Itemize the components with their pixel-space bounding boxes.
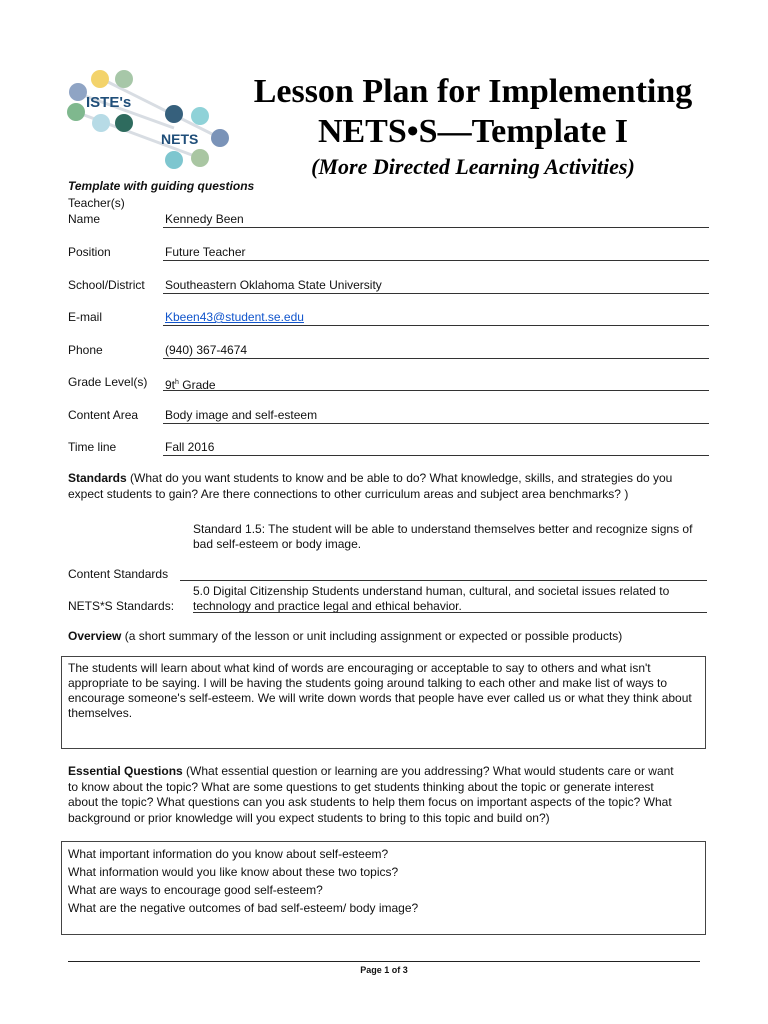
teacher-label-1: Teacher(s) (68, 196, 125, 210)
grade-rest: Grade (178, 378, 216, 392)
teacher-label-2: Name (68, 212, 101, 226)
email-label: E-mail (68, 310, 103, 324)
grade-sup: h (175, 379, 179, 386)
overview-heading: Overview (68, 629, 122, 643)
nets-standard-text: 5.0 Digital Citizenship Students understand human, cultural, and societal issues related to technology and practice legal and ethical behavior. (193, 584, 670, 613)
essential-questions-box (61, 841, 706, 935)
email-field (163, 310, 709, 326)
essential-question: What information would you like know about these two topics? (68, 865, 399, 879)
grade-value (163, 375, 709, 391)
overview-box (61, 656, 706, 749)
essential-heading: Essential Questions (68, 764, 183, 778)
position-value: Future Teacher (163, 245, 709, 261)
essential-paragraph (68, 764, 678, 826)
content-standards-label: Content Standards (68, 567, 169, 581)
email-link[interactable]: Kbeen43@student.se.edu (165, 310, 304, 324)
title-line-2: NETS•S—Template I (317, 113, 629, 150)
essential-question: What are ways to encourage good self-esteem? (68, 883, 323, 897)
phone-value: (940) 367-4674 (163, 343, 709, 359)
content-area-value: Body image and self-esteem (163, 408, 709, 424)
teacher-name-value: Kennedy Been (163, 212, 709, 228)
title-subtitle: (More Directed Learning Activities) (311, 154, 635, 179)
standards-paragraph (68, 471, 708, 502)
page-number: Page 1 of 3 (360, 965, 408, 975)
timeline-value: Fall 2016 (163, 440, 709, 456)
phone-label: Phone (68, 343, 103, 357)
content-standards-line (180, 580, 707, 581)
title-line-1: Lesson Plan for Implementing (253, 73, 693, 110)
position-label: Position (68, 245, 111, 259)
overview-text: The students will learn about what kind of words are encouraging or acceptable to say to others and what isn't appropriate to be saying. I will be having the students going around talking to each other and make list of ways to encourage someone's self-esteem. We will write down words that people have ever called us or what they think about themselves. (68, 661, 692, 720)
essential-question: What important information do you know about self-esteem? (68, 847, 389, 861)
standards-prompt: (What do you want students to know and be able to do? What knowledge, skills, and strategies do you expect students to gain? Are there connections to other curriculum areas and subject area benchmarks? ) (68, 471, 673, 501)
standards-heading: Standards (68, 471, 127, 485)
timeline-label: Time line (68, 440, 117, 454)
logo-top-text: ISTE's (86, 94, 132, 111)
logo-bottom-text: NETS (161, 131, 199, 147)
school-value: Southeastern Oklahoma State University (163, 278, 709, 294)
logo-graphic (66, 68, 232, 172)
essential-prompt: (What essential question or learning are you addressing? What would students care or want to know about the topic? What are some questions to get students thinking about the topic or generate interest about the topic? What questions can you ask students to help them focus on important aspects of the topic? What background or prior knowledge will you expect students to bring to this topic and build on?) (68, 764, 674, 825)
school-label: School/District (68, 278, 145, 292)
template-note: Template with guiding questions (68, 179, 255, 193)
nets-standards-label: NETS*S Standards: (68, 599, 175, 613)
iste-nets-logo (66, 68, 232, 172)
nets-standards-line (193, 612, 707, 613)
grade-label: Grade Level(s) (68, 375, 148, 389)
content-standard-text: Standard 1.5: The student will be able to understand themselves better and recognize signs of bad self-esteem or body image. (193, 522, 693, 551)
grade-num: 9t (165, 378, 176, 392)
footer-rule (68, 961, 700, 962)
essential-question: What are the negative outcomes of bad self-esteem/ body image? (68, 901, 419, 915)
overview-prompt: (a short summary of the lesson or unit including assignment or expected or possible products) (121, 629, 623, 643)
content-area-label: Content Area (68, 408, 139, 422)
overview-paragraph (68, 629, 708, 645)
